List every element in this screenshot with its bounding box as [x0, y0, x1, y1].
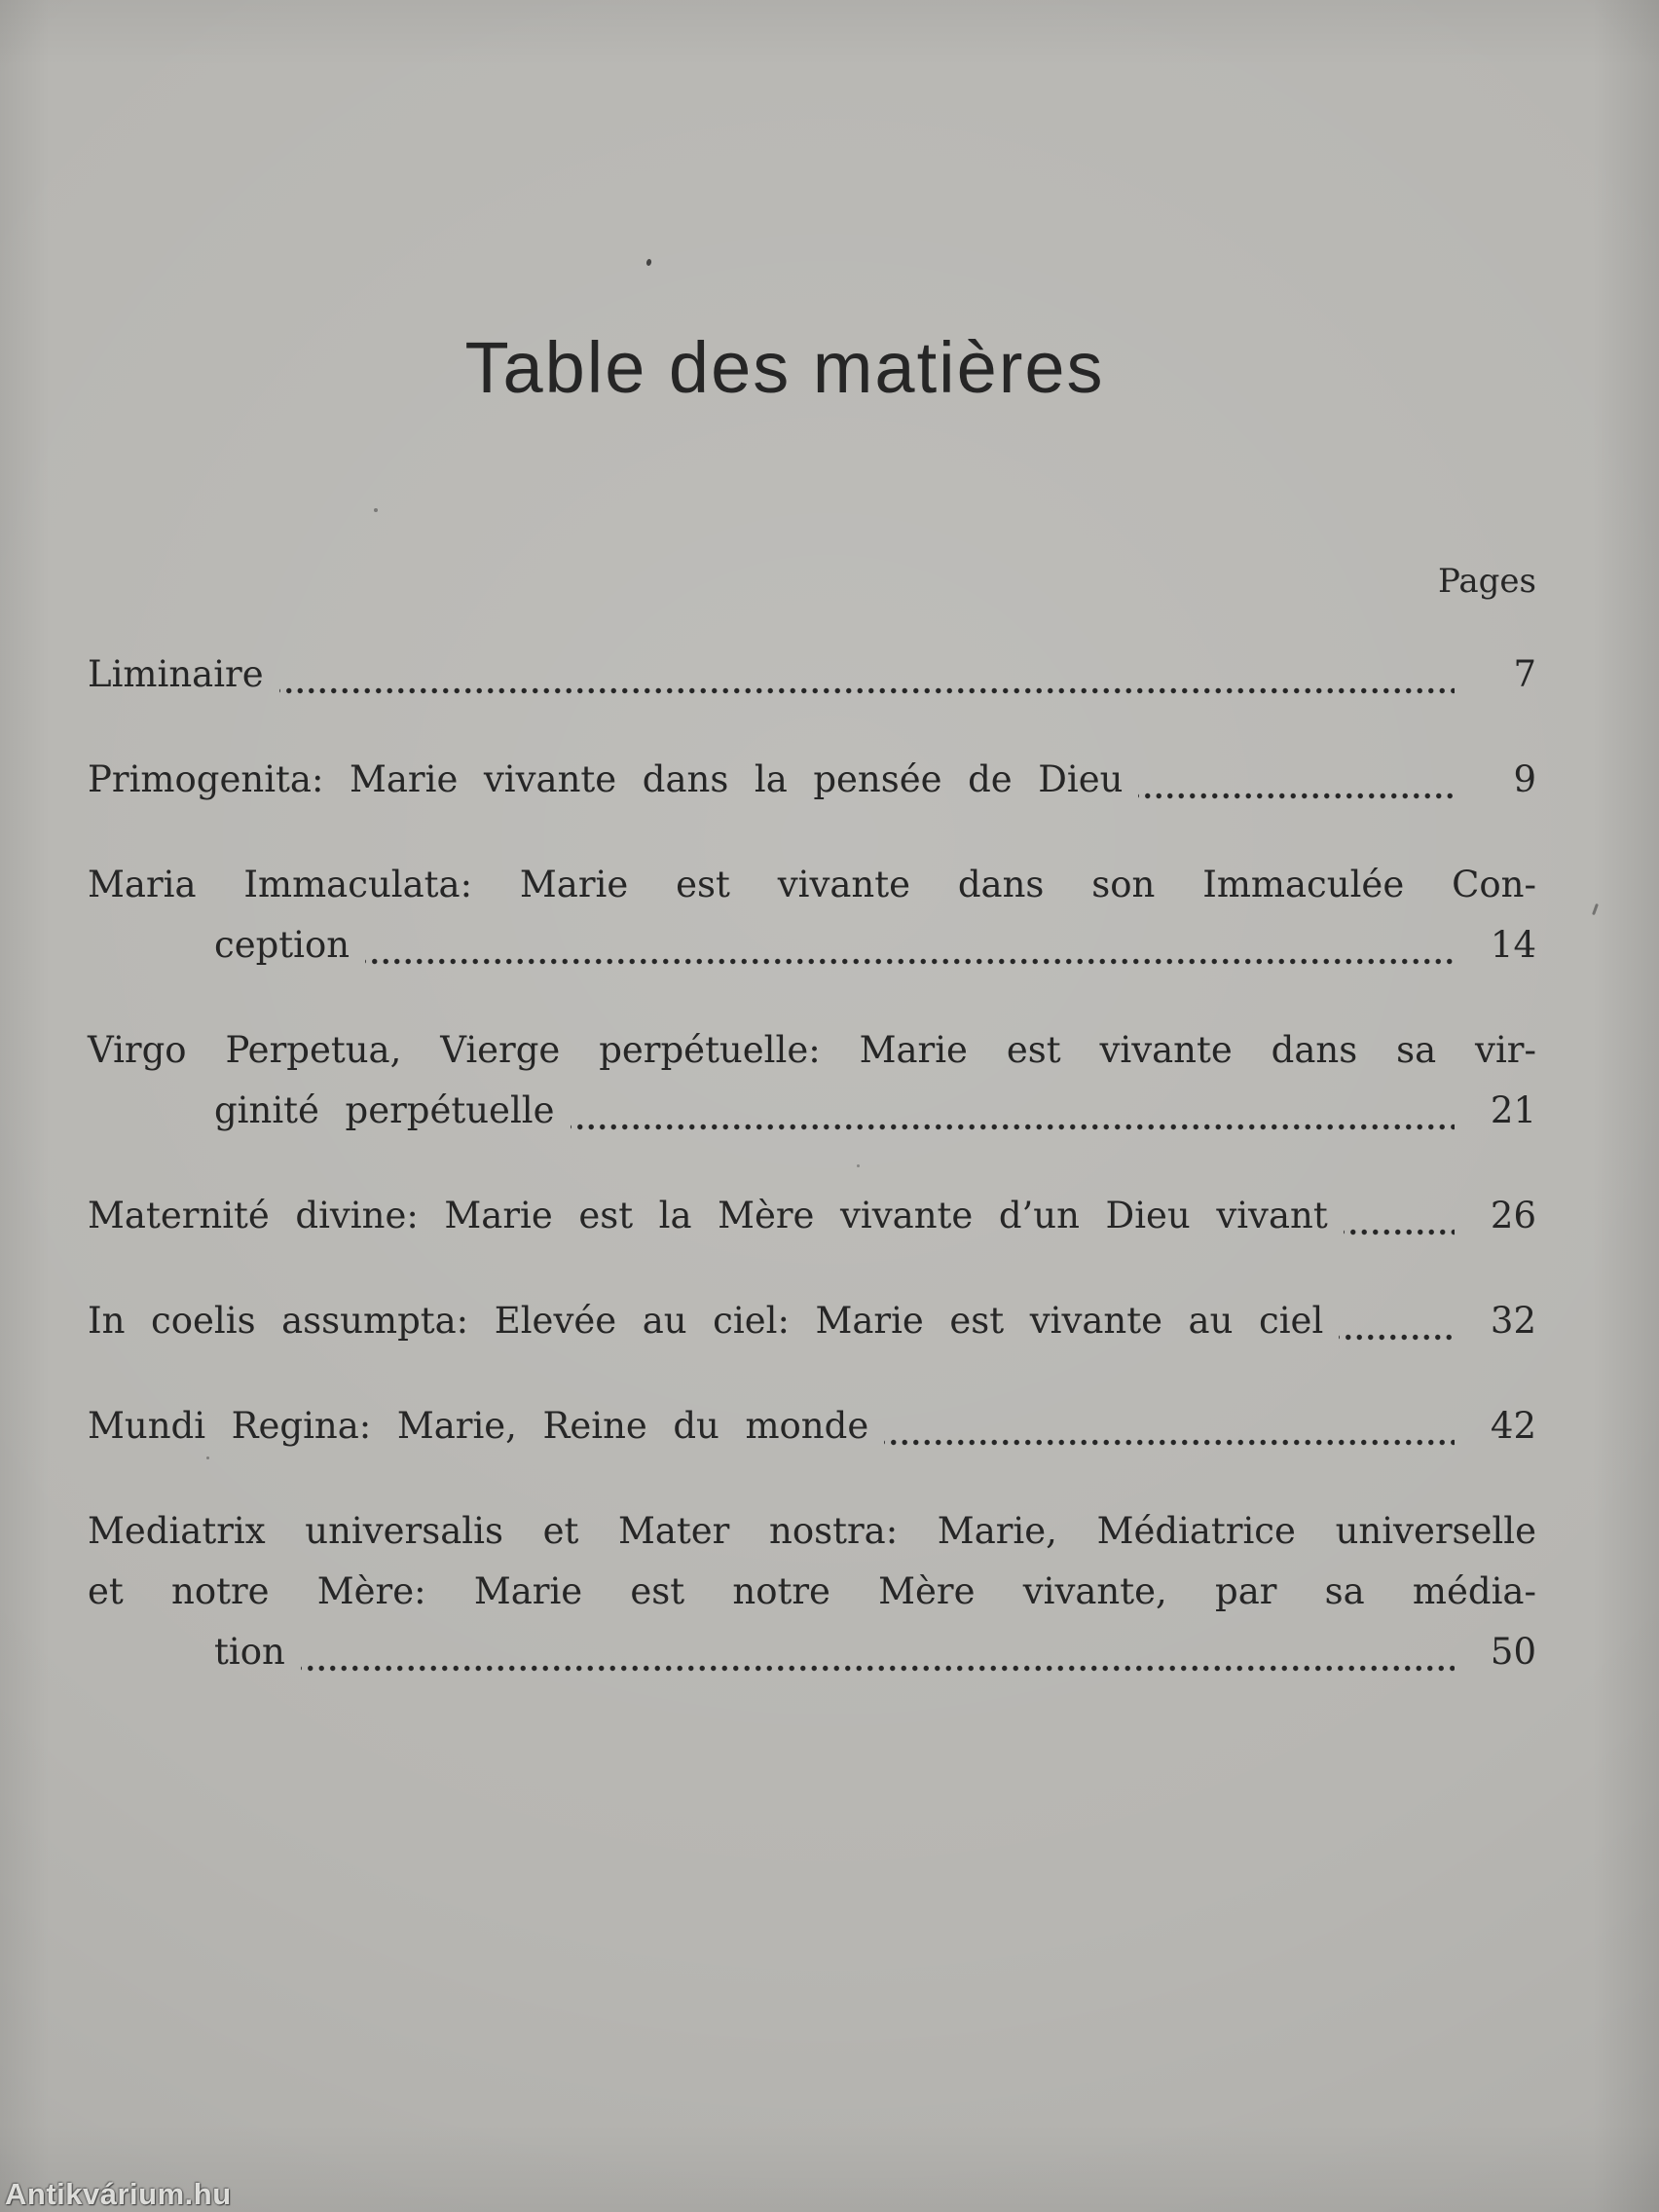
- toc-entry-lastline: [88, 645, 1536, 705]
- toc-entry: [88, 855, 1536, 976]
- toc-entry-prelines: [88, 1020, 1536, 1081]
- toc-entry-lastline: [88, 1081, 1536, 1141]
- toc-entry-line: et notre Mère: Marie est notre Mère vivante, par sa média-: [88, 1570, 1536, 1612]
- dot-leader: [1344, 1186, 1455, 1246]
- pages-column-header: Pages: [1438, 562, 1536, 601]
- toc-entry-text: Primogenita: Marie vivante dans la pensée de Dieu: [88, 758, 1124, 800]
- toc-entry: [88, 645, 1536, 705]
- toc-entry-prelines: [88, 855, 1536, 915]
- toc-page-number: 21: [1490, 1089, 1536, 1131]
- toc-entry-lastline: [88, 915, 1536, 976]
- toc-entry-lastline: [88, 1396, 1536, 1456]
- toc-entry-line: Mediatrix universalis et Mater nostra: Marie, Médiatrice universelle: [88, 1510, 1536, 1552]
- toc-page-number: 7: [1513, 653, 1536, 695]
- toc-entry-text: In coelis assumpta: Elevée au ciel: Marie est vivante au ciel: [88, 1300, 1324, 1342]
- toc-entry-lastline: [88, 750, 1536, 810]
- toc-page-number: 50: [1490, 1631, 1536, 1673]
- toc-entry: [88, 1186, 1536, 1246]
- paper-speck: [857, 1164, 860, 1167]
- toc-entry-lastline: [88, 1622, 1536, 1682]
- toc-page-number: 26: [1490, 1195, 1536, 1236]
- toc-entry: [88, 1020, 1536, 1141]
- paper-speck: [206, 1456, 209, 1459]
- toc-entry: [88, 1396, 1536, 1456]
- toc-entry-text: ginité perpétuelle: [214, 1089, 555, 1131]
- toc-entry-line: Virgo Perpetua, Vierge perpétuelle: Marie est vivante dans sa vir-: [88, 1029, 1536, 1071]
- toc-entry: [88, 1291, 1536, 1351]
- watermark: Antikvárium.hu: [5, 2177, 232, 2211]
- dot-leader: [1138, 750, 1455, 810]
- toc-entry-text: Liminaire: [88, 653, 264, 695]
- dot-leader: [571, 1081, 1455, 1141]
- toc-entry-prelines: [88, 1501, 1536, 1622]
- dot-leader: [884, 1396, 1455, 1456]
- table-of-contents: [88, 551, 1536, 1682]
- toc-entry-text: tion: [214, 1631, 285, 1673]
- toc-page-number: 32: [1490, 1300, 1536, 1342]
- dot-leader: [1339, 1291, 1455, 1351]
- toc-entry: [88, 1501, 1536, 1682]
- toc-page-number: 9: [1513, 758, 1536, 800]
- toc-entry-line: Maria Immaculata: Marie est vivante dans son Immaculée Con-: [88, 864, 1536, 905]
- toc-entry-text: Mundi Regina: Marie, Reine du monde: [88, 1405, 869, 1447]
- paper-speck: [1592, 903, 1599, 915]
- toc-entry-lastline: [88, 1291, 1536, 1351]
- toc-entry-text: Maternité divine: Marie est la Mère vivante d’un Dieu vivant: [88, 1195, 1328, 1236]
- paper-speck: [374, 508, 378, 512]
- dot-leader: [279, 645, 1455, 705]
- toc-entry-text: ception: [214, 924, 350, 966]
- page-title: Table des matières: [464, 327, 1105, 408]
- toc-page-number: 14: [1490, 924, 1536, 966]
- toc-page-number: 42: [1490, 1405, 1536, 1447]
- toc-entry: [88, 750, 1536, 810]
- dot-leader: [365, 915, 1455, 976]
- toc-entries: [88, 645, 1536, 1682]
- toc-entry-lastline: [88, 1186, 1536, 1246]
- dot-leader: [301, 1622, 1455, 1682]
